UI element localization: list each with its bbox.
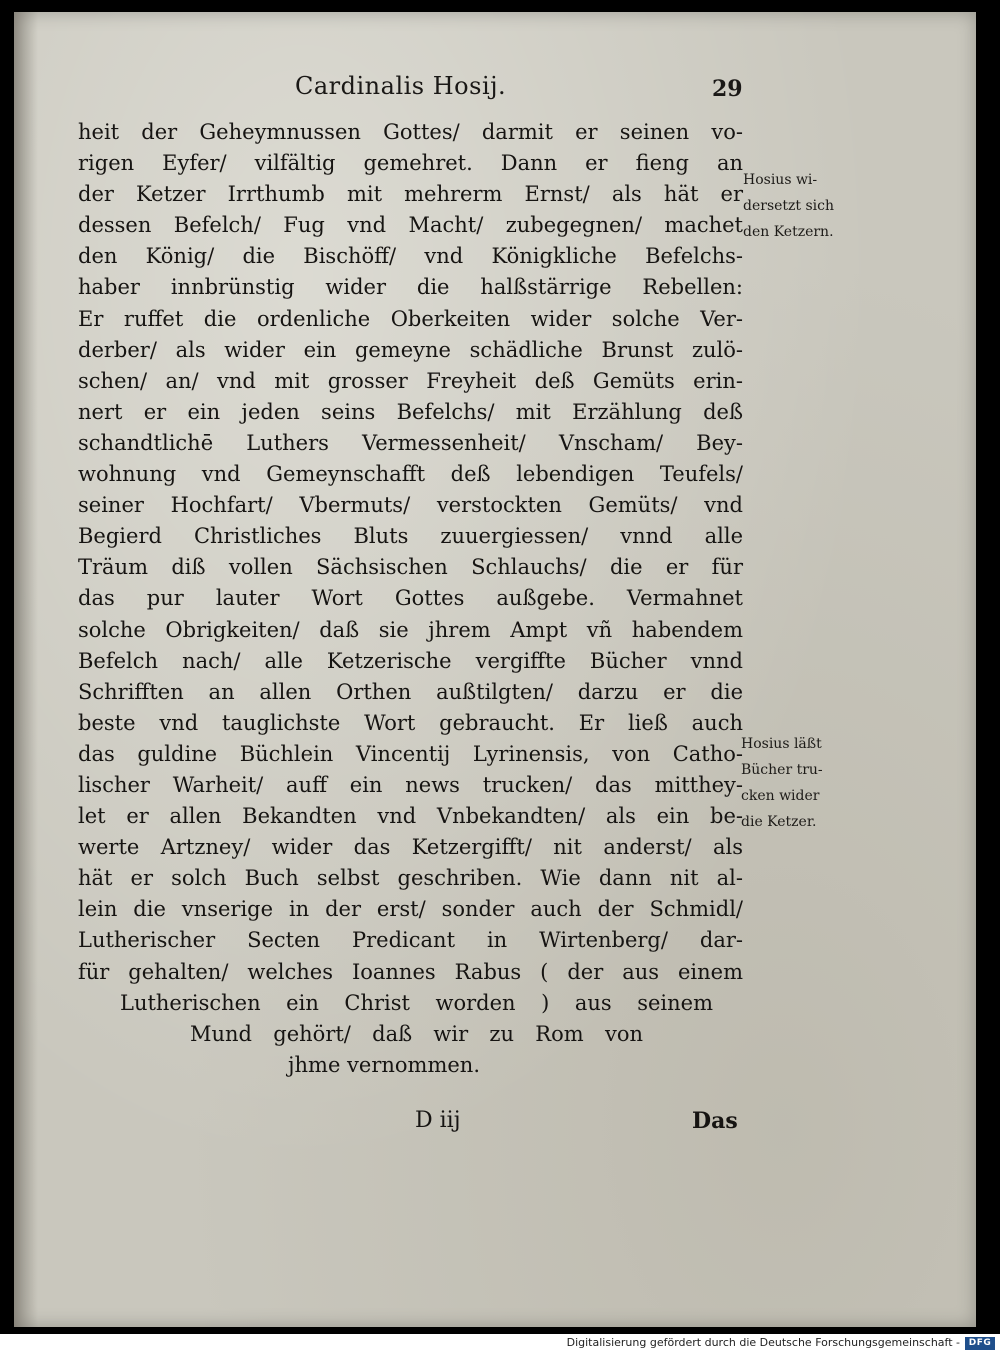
text-line: Befelch nach/ alle Ketzerische vergiffte Bücher vnnd	[78, 648, 743, 673]
marginal-note-line: den Ketzern.	[743, 224, 834, 240]
text-line: den König/ die Bischöff/ vnd Königkliche Befelchs-	[78, 244, 743, 269]
marginal-note-line: die Ketzer.	[741, 814, 817, 830]
catchword: Das	[692, 1108, 738, 1134]
text-line: der Ketzer Irrthumb mit mehrerm Ernst/ als hät er	[78, 182, 743, 207]
marginal-note-line: Hosius läßt	[741, 736, 822, 752]
text-line: Lutherischen ein Christ worden ) aus seinem	[120, 990, 713, 1015]
text-line: beste vnd tauglichste Wort gebraucht. Er ließ auch	[78, 710, 743, 735]
page-number: 29	[712, 76, 743, 102]
text-line: let er allen Bekandten vnd Vnbekandten/ als ein be-	[78, 804, 743, 829]
running-head: Cardinalis Hosij.	[295, 72, 507, 100]
text-line: schandtlichē Luthers Vermessenheit/ Vnscham/ Bey-	[78, 430, 743, 455]
signature-mark: D iij	[415, 1108, 461, 1133]
text-line: derber/ als wider ein gemeyne schädliche Brunst zulö-	[78, 337, 743, 362]
text-line: nert er ein jeden seins Befelchs/ mit Erzählung deß	[78, 399, 743, 424]
marginal-note-line: Hosius wi-	[743, 172, 818, 188]
text-line: solche Obrigkeiten/ daß sie jhrem Ampt vñ habendem	[78, 617, 743, 642]
marginal-note-line: Bücher tru-	[741, 762, 823, 778]
text-line: wohnung vnd Gemeynschafft deß lebendigen Teufels/	[78, 462, 743, 487]
text-line: seiner Hochfart/ Vbermuts/ verstockten Gemüts/ vnd	[78, 493, 743, 518]
dfg-logo: DFG	[965, 1337, 995, 1350]
text-line: Träum diß vollen Sächsischen Schlauchs/ die er für	[78, 555, 743, 580]
text-line: hät er solch Buch selbst geschriben. Wie dann nit al-	[78, 866, 743, 891]
funding-credit: Digitalisierung gefördert durch die Deutsche Forschungsgemeinschaft -	[566, 1336, 960, 1349]
marginal-note-line: cken wider	[741, 788, 820, 804]
text-line: Schrifften an allen Orthen außtilgten/ darzu er die	[78, 679, 743, 704]
marginal-note	[743, 167, 834, 245]
text-line: Begierd Christliches Bluts zuuergiessen/ vnnd alle	[78, 524, 743, 549]
text-line: das pur lauter Wort Gottes außgebe. Vermahnet	[78, 586, 743, 611]
text-line: rigen Eyfer/ vilfältig gemehret. Dann er fieng an	[78, 151, 743, 176]
text-line: dessen Befelch/ Fug vnd Macht/ zubegegnen/ machet	[78, 213, 743, 238]
text-line: für gehalten/ welches Ioannes Rabus ( der aus einem	[78, 959, 743, 984]
footer-bar	[0, 1334, 1000, 1354]
text-line: lischer Warheit/ auff ein news trucken/ das mitthey-	[78, 772, 743, 797]
text-line: lein die vnserige in der erst/ sonder auch der Schmidl/	[78, 897, 743, 922]
marginal-note	[741, 731, 823, 835]
text-line: das guldine Büchlein Vincentij Lyrinensis, von Catho-	[78, 741, 743, 766]
text-line: Mund gehört/ daß wir zu Rom von	[190, 1021, 643, 1046]
page-gutter-shadow	[14, 12, 38, 1327]
text-line: werte Artzney/ wider das Ketzergifft/ nit anderst/ als	[78, 835, 743, 860]
text-line: heit der Geheymnussen Gottes/ darmit er seinen vo-	[78, 120, 743, 144]
text-line: schen/ an/ vnd mit grosser Freyheit deß Gemüts erin-	[78, 368, 743, 393]
text-line: Er ruffet die ordenliche Oberkeiten wider solche Ver-	[78, 306, 743, 331]
marginal-note-line: dersetzt sich	[743, 198, 835, 214]
body-text	[78, 117, 743, 1081]
text-line: jhme vernommen.	[288, 1052, 481, 1077]
text-line: haber innbrünstig wider die halßstärrige Rebellen:	[78, 275, 743, 300]
text-line: Lutherischer Secten Predicant in Wirtenberg/ dar-	[78, 928, 743, 953]
